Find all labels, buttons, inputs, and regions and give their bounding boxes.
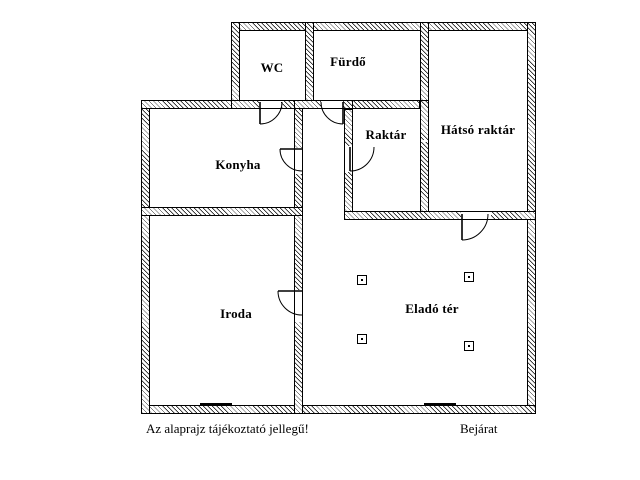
floor-fixture [464, 341, 474, 351]
wall-wc-furdo [305, 22, 314, 109]
floor-fixture [357, 334, 367, 344]
wall-wc-left [231, 22, 240, 109]
door-hatso-raktar [460, 212, 494, 246]
wall-raktar-bottom [344, 211, 536, 220]
floor-fixture [357, 275, 367, 285]
wall-bottom-outer [141, 405, 536, 414]
room-label-furdo: Fürdő [330, 54, 366, 69]
floor-fixture [464, 272, 474, 282]
wall-konyha-bottom [141, 207, 303, 216]
door-raktar [348, 145, 380, 177]
disclaimer-caption: Az alaprajz tájékoztató jellegű! [146, 421, 309, 436]
wall-top-outer [231, 22, 536, 31]
wall-tick [424, 403, 456, 405]
room-label-elado-ter: Eladó tér [405, 301, 459, 316]
door-iroda [272, 289, 306, 323]
room-label-iroda: Iroda [220, 306, 252, 321]
wall-left-outer [141, 100, 150, 414]
door-furdo [320, 100, 350, 130]
entrance-label: Bejárat [460, 421, 498, 436]
wall-tick [200, 403, 232, 405]
door-wc [258, 100, 288, 130]
opening-hatso-raktar-left [421, 140, 428, 142]
door-konyha [272, 147, 304, 179]
wall-hatso-raktar-left [420, 100, 429, 220]
room-label-konyha: Konyha [215, 157, 261, 172]
wall-furdo-hatso-raktar [420, 22, 429, 109]
room-label-raktar: Raktár [365, 127, 407, 142]
room-label-hatso-raktar: Hátsó raktár [440, 122, 516, 137]
room-label-wc: WC [260, 60, 284, 75]
